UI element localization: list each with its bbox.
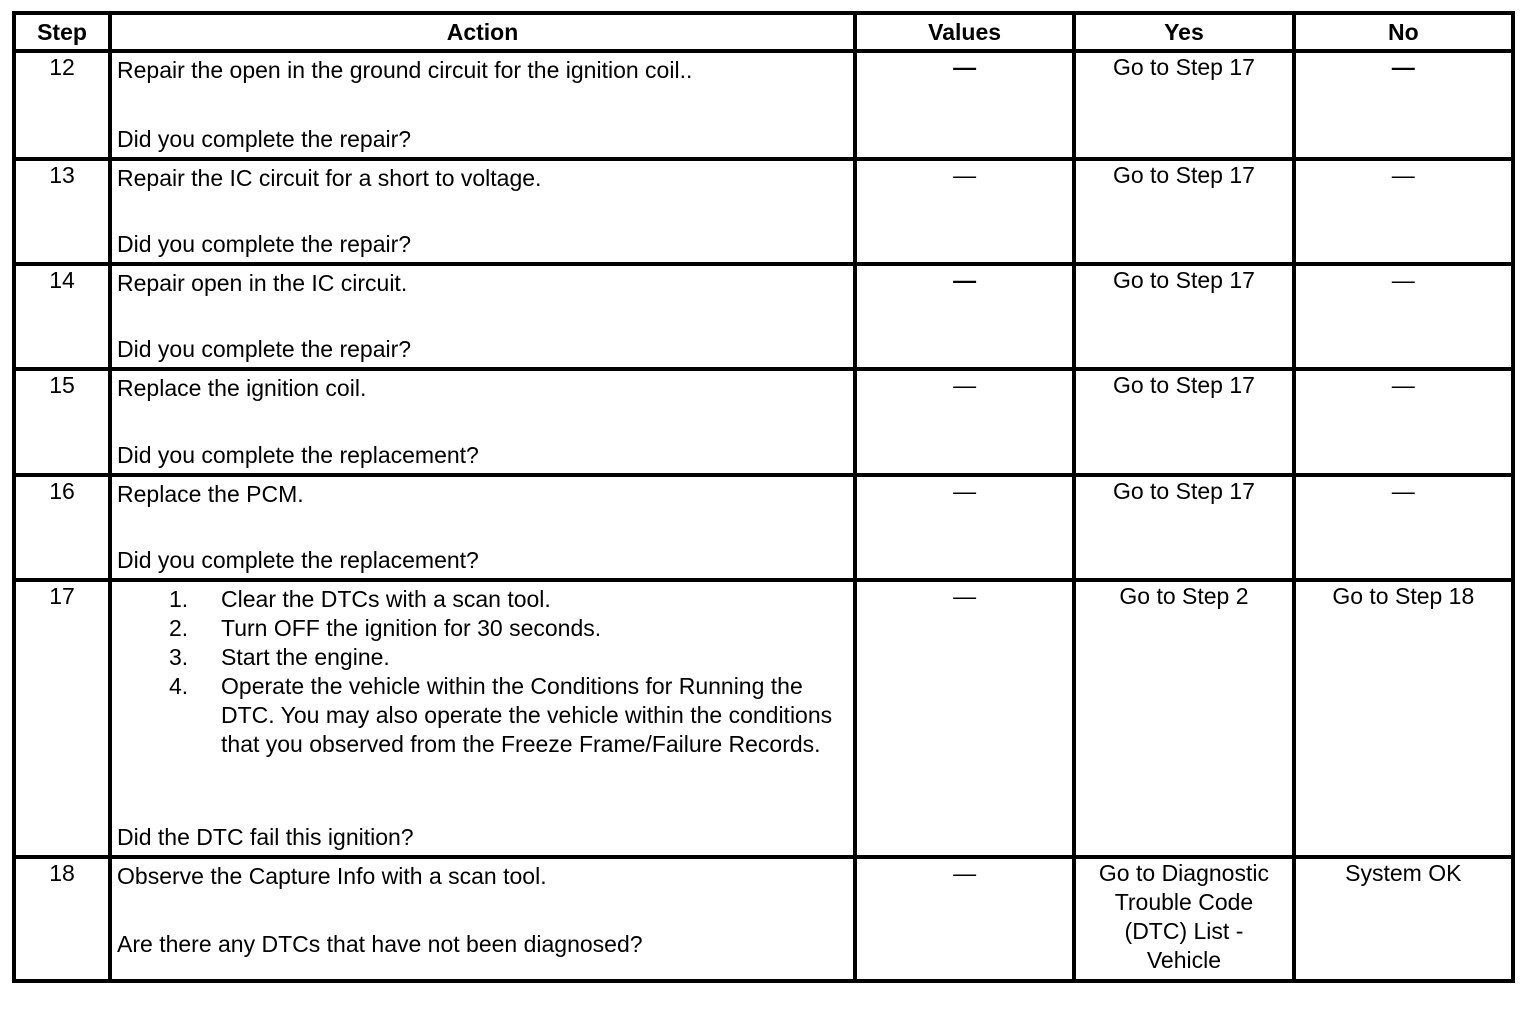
yes-cell: Go to Step 17 [1074, 369, 1293, 475]
action-cell [110, 857, 855, 981]
values-cell [855, 857, 1074, 981]
yes-cell: Go to Step 17 [1074, 51, 1293, 159]
table-row [14, 857, 1513, 981]
yes-cell: Go to Step 2 [1074, 580, 1293, 857]
values-dash: — [953, 54, 977, 80]
no-dash: — [1391, 478, 1415, 504]
yes-link-text: Go to Diagnostic Trouble Code (DTC) List - Vehicle [1098, 860, 1269, 973]
action-text: Repair open in the IC circuit. [117, 270, 408, 296]
action-text: Observe the Capture Info with a scan tool. [117, 863, 547, 889]
list-item [169, 614, 847, 643]
list-item-number: 1. [169, 586, 189, 612]
step-number: 15 [14, 369, 110, 475]
header-step: Step [14, 13, 110, 51]
action-question: Did you complete the repair? [117, 231, 412, 257]
step-number: 12 [14, 51, 110, 159]
values-cell [855, 51, 1074, 159]
action-question: Did you complete the repair? [117, 336, 412, 362]
no-dash: — [1391, 267, 1415, 293]
values-cell [855, 159, 1074, 264]
action-cell [110, 264, 855, 369]
header-values: Values [855, 13, 1074, 51]
action-cell [110, 475, 855, 580]
list-item-number: 4. [169, 673, 189, 699]
step-number: 17 [14, 580, 110, 857]
yes-cell: Go to Step 17 [1074, 159, 1293, 264]
yes-cell: Go to Step 17 [1074, 475, 1293, 580]
no-dash: — [1391, 54, 1415, 80]
values-dash: — [953, 372, 977, 398]
action-question: Did the DTC fail this ignition? [117, 824, 414, 850]
action-cell [110, 159, 855, 264]
values-dash: — [953, 162, 977, 188]
action-question: Are there any DTCs that have not been diagnosed? [117, 931, 643, 957]
header-yes: Yes [1074, 13, 1293, 51]
no-cell [1294, 51, 1513, 159]
no-cell [1294, 475, 1513, 580]
yes-cell: Go to Step 17 [1074, 264, 1293, 369]
list-item-number: 2. [169, 615, 189, 641]
list-item-text: Start the engine. [221, 644, 390, 670]
header-action: Action [110, 13, 855, 51]
action-steps-list [117, 585, 847, 759]
no-cell: Go to Step 18 [1294, 580, 1513, 857]
list-item [169, 585, 847, 614]
values-dash: — [953, 478, 977, 504]
values-cell [855, 580, 1074, 857]
values-dash: — [953, 583, 977, 609]
values-cell [855, 264, 1074, 369]
no-cell: System OK [1294, 857, 1513, 981]
list-item-text: Operate the vehicle within the Conditions for Running the DTC. You may also operate the vehicle within the conditions that you observed from the Freeze Frame/Failure Records. [221, 673, 833, 757]
action-cell [110, 51, 855, 159]
list-item [169, 643, 847, 672]
no-dash: — [1391, 162, 1415, 188]
list-item-number: 3. [169, 644, 189, 670]
action-question: Did you complete the repair? [117, 126, 412, 152]
action-question: Did you complete the replacement? [117, 547, 479, 573]
table-row [14, 580, 1513, 857]
values-dash: — [953, 267, 977, 293]
step-number: 14 [14, 264, 110, 369]
values-cell [855, 475, 1074, 580]
table-row [14, 475, 1513, 580]
action-text: Repair the open in the ground circuit for the ignition coil.. [117, 57, 693, 83]
no-cell [1294, 369, 1513, 475]
list-item-text: Turn OFF the ignition for 30 seconds. [221, 615, 602, 641]
values-dash: — [953, 860, 977, 886]
yes-cell [1074, 857, 1293, 981]
step-number: 18 [14, 857, 110, 981]
diagnostic-table [12, 11, 1515, 983]
action-cell [110, 369, 855, 475]
no-dash: — [1391, 372, 1415, 398]
action-cell [110, 580, 855, 857]
action-text: Repair the IC circuit for a short to voltage. [117, 165, 542, 191]
no-cell [1294, 159, 1513, 264]
list-item-text: Clear the DTCs with a scan tool. [221, 586, 551, 612]
action-text: Replace the PCM. [117, 481, 304, 507]
table-row [14, 369, 1513, 475]
action-question: Did you complete the replacement? [117, 442, 479, 468]
step-number: 16 [14, 475, 110, 580]
no-cell [1294, 264, 1513, 369]
header-row [14, 13, 1513, 51]
values-cell [855, 369, 1074, 475]
list-item [169, 672, 847, 759]
step-number: 13 [14, 159, 110, 264]
table-row [14, 51, 1513, 159]
table-row [14, 264, 1513, 369]
action-text: Replace the ignition coil. [117, 375, 367, 401]
table-row [14, 159, 1513, 264]
header-no: No [1294, 13, 1513, 51]
